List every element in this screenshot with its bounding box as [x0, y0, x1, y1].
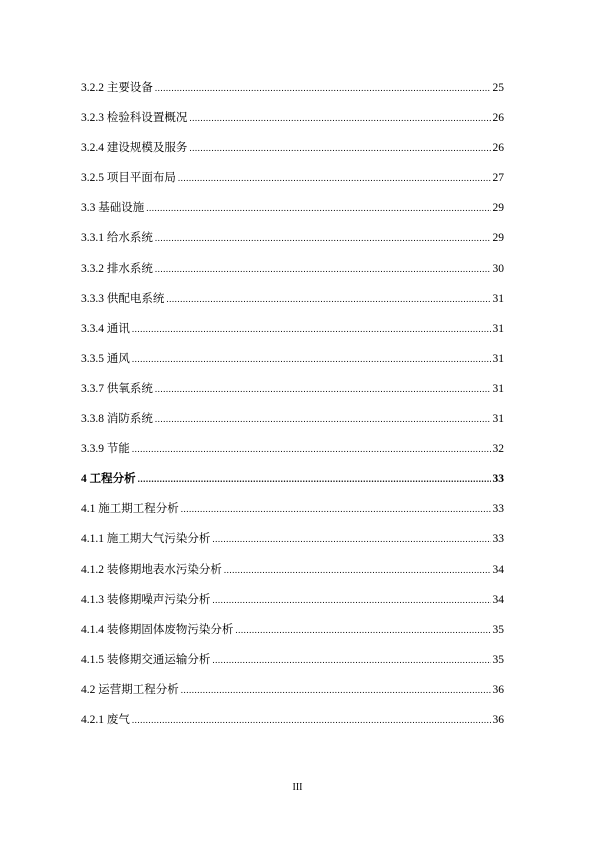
toc-entry-page-number: 31 [492, 322, 504, 335]
toc-entry[interactable] [81, 170, 504, 200]
toc-dot-leader [132, 441, 491, 457]
toc-entry-title: 3.2.5 项目平面布局 [81, 172, 176, 185]
toc-entry-page-number: 31 [492, 413, 504, 426]
toc-entry[interactable] [81, 531, 504, 561]
toc-entry[interactable] [81, 501, 504, 531]
toc-entry-title: 3.3.8 消防系统 [81, 413, 153, 426]
toc-entry-page-number: 31 [492, 292, 504, 305]
toc-dot-leader [132, 321, 491, 337]
toc-entry-page-number: 36 [492, 683, 504, 696]
toc-entry-title: 4.1.3 装修期噪声污染分析 [81, 593, 211, 606]
toc-entry-page-number: 26 [492, 112, 504, 125]
toc-entry-title: 3.3 基础设施 [81, 202, 145, 215]
toc-entry[interactable] [81, 261, 504, 291]
toc-entry-page-number: 34 [492, 593, 504, 606]
toc-entry-title: 3.3.7 供氧系统 [81, 382, 153, 395]
toc-entry[interactable] [81, 441, 504, 471]
toc-entry[interactable] [81, 592, 504, 622]
toc-entry-page-number: 36 [492, 713, 504, 726]
table-of-contents [81, 80, 504, 742]
toc-entry[interactable] [81, 351, 504, 381]
toc-entry-title: 3.3.5 通风 [81, 352, 130, 365]
toc-entry-page-number: 26 [492, 142, 504, 155]
toc-entry[interactable] [81, 411, 504, 441]
toc-entry-title: 4.1.1 施工期大气污染分析 [81, 533, 211, 546]
toc-entry[interactable] [81, 80, 504, 110]
toc-entry[interactable] [81, 291, 504, 321]
toc-dot-leader [189, 110, 490, 126]
toc-dot-leader [155, 80, 491, 96]
toc-dot-leader [155, 411, 491, 427]
toc-dot-leader [178, 170, 491, 186]
toc-dot-leader [212, 592, 490, 608]
toc-entry-title: 4.1.5 装修期交通运输分析 [81, 653, 211, 666]
toc-entry-title: 3.3.4 通讯 [81, 322, 130, 335]
toc-entry[interactable] [81, 682, 504, 712]
toc-dot-leader [189, 140, 490, 156]
toc-entry-page-number: 33 [492, 533, 504, 546]
toc-entry-title: 4.1.4 装修期固体废物污染分析 [81, 623, 234, 636]
toc-entry-page-number: 25 [492, 82, 504, 94]
toc-dot-leader [138, 471, 491, 487]
toc-entry-page-number: 29 [492, 232, 504, 245]
page-number: III [292, 782, 303, 793]
toc-entry-page-number: 33 [492, 473, 504, 486]
toc-entry-title: 3.2.2 主要设备 [81, 82, 153, 94]
toc-entry-page-number: 34 [492, 563, 504, 576]
toc-entry[interactable] [81, 622, 504, 652]
toc-dot-leader [146, 200, 490, 216]
toc-dot-leader [181, 501, 491, 517]
toc-entry-page-number: 30 [492, 262, 504, 275]
toc-entry-page-number: 27 [492, 172, 504, 185]
toc-dot-leader [155, 261, 491, 277]
toc-entry[interactable] [81, 230, 504, 260]
toc-entry-page-number: 31 [492, 382, 504, 395]
toc-entry-page-number: 35 [492, 653, 504, 666]
toc-entry[interactable] [81, 381, 504, 411]
toc-entry-title: 3.3.2 排水系统 [81, 262, 153, 275]
toc-dot-leader [224, 562, 491, 578]
toc-entry-page-number: 35 [492, 623, 504, 636]
toc-entry-title: 3.3.9 节能 [81, 443, 130, 456]
toc-dot-leader [155, 381, 491, 397]
toc-entry-page-number: 29 [492, 202, 504, 215]
toc-entry[interactable] [81, 712, 504, 742]
toc-entry-page-number: 33 [492, 503, 504, 516]
toc-entry[interactable] [81, 471, 504, 501]
toc-dot-leader [212, 652, 490, 668]
toc-entry[interactable] [81, 652, 504, 682]
toc-entry-title: 4 工程分析 [81, 473, 136, 486]
toc-entry[interactable] [81, 110, 504, 140]
toc-entry-title: 3.2.4 建设规模及服务 [81, 142, 188, 155]
toc-entry-title: 4.1.2 装修期地表水污染分析 [81, 563, 222, 576]
toc-entry-title: 4.1 施工期工程分析 [81, 503, 179, 516]
toc-dot-leader [155, 230, 491, 246]
toc-dot-leader [132, 351, 491, 367]
toc-entry-title: 4.2.1 废气 [81, 713, 130, 726]
toc-entry[interactable] [81, 140, 504, 170]
toc-entry-title: 3.3.1 给水系统 [81, 232, 153, 245]
toc-dot-leader [166, 291, 490, 307]
toc-dot-leader [132, 712, 491, 728]
toc-entry-page-number: 32 [492, 443, 504, 456]
toc-entry-title: 3.2.3 检验科设置概况 [81, 112, 188, 125]
toc-entry-title: 4.2 运营期工程分析 [81, 683, 179, 696]
toc-dot-leader [235, 622, 490, 638]
toc-entry-page-number: 31 [492, 352, 504, 365]
toc-entry[interactable] [81, 562, 504, 592]
toc-entry[interactable] [81, 200, 504, 230]
toc-entry[interactable] [81, 321, 504, 351]
toc-dot-leader [212, 531, 490, 547]
toc-dot-leader [181, 682, 491, 698]
toc-entry-title: 3.3.3 供配电系统 [81, 292, 165, 305]
